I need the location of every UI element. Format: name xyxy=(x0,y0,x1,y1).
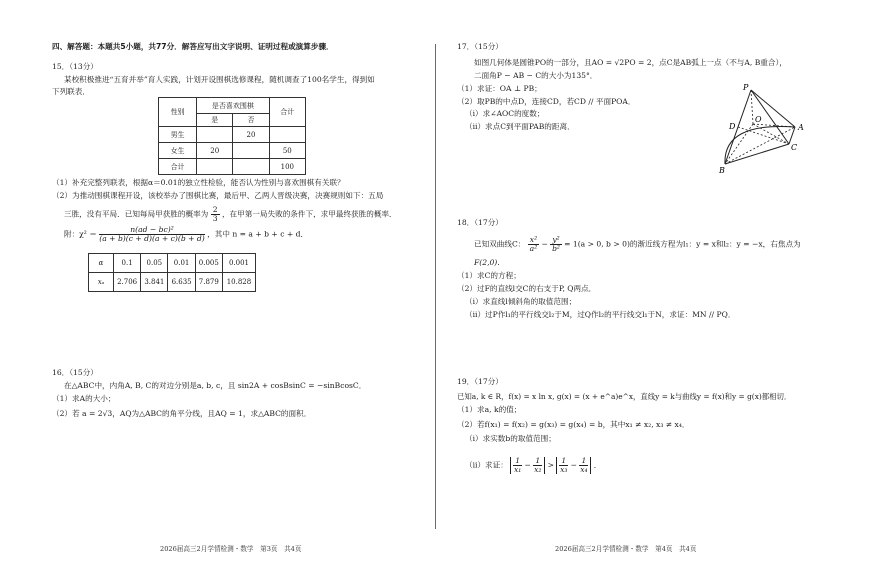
formula-suffix: ，其中 n = a + b + c + d． xyxy=(207,229,309,239)
header-total: 合计 xyxy=(269,98,305,127)
q15-stem-line2: 下列联表． xyxy=(52,87,90,96)
q15-part1: （1）补充完整列联表，根据α＝0.01的独立性检验，能否认为性别与喜欢围棋有关联？ xyxy=(52,178,345,187)
q17-part2-ii: （ii）求点C到平面PAB的距离． xyxy=(465,122,575,131)
right-page xyxy=(437,0,870,578)
q16-label: 16．（15分） xyxy=(52,368,98,377)
header-gender: 性别 xyxy=(159,98,197,127)
fraction-denominator: x₃ xyxy=(560,465,568,474)
q17-stem-line2: 二面角P − AB − C的大小为135°． xyxy=(474,71,598,80)
table-row xyxy=(159,127,306,143)
section-header: 四、解答题：本题共5小题，共77分．解答应写出文字说明、证明过程或演算步骤． xyxy=(52,42,334,51)
critical-value-table xyxy=(88,253,256,292)
q19-stem: 已知a, k ∈ R，f(x) = x ln x, g(x) = (x + e^a)e^x，直线y = k与曲线y = f(x)和y = g(x)都相切． xyxy=(457,392,792,401)
q17-label: 17．（15分） xyxy=(457,42,503,51)
row-name: 合计 xyxy=(159,159,197,175)
cell-total: 50 xyxy=(269,143,305,159)
fraction-numerator: x² xyxy=(529,235,538,244)
q18-part1: （1）求C的方程； xyxy=(457,271,521,280)
q15-part2-line1: （2）为推动围棋课程开设，该校举办了围棋比赛，最后甲、乙两人晋级决赛，决赛规则如下：五局 xyxy=(52,191,384,200)
q15-part2-text-end: ，在甲第一局失败的条件下，求甲最终获胜的概率． xyxy=(221,209,397,219)
q16-part1: （1）求A的大小； xyxy=(52,394,116,403)
label-A: A xyxy=(798,123,804,132)
q19-part2-i: （i）求实数b的取值范围； xyxy=(465,434,556,443)
header-no: 否 xyxy=(233,114,269,127)
fraction-numerator: 1 xyxy=(581,456,587,465)
contingency-table xyxy=(158,97,306,175)
cell-no xyxy=(233,143,269,159)
q19-part2: （2）若f(x₁) = f(x₂) = g(x₃) = g(x₄) = b，其中x₁ ≠ x₂, x₃ ≠ x₄． xyxy=(457,420,690,429)
alpha-label: α xyxy=(89,254,114,273)
formula-prefix: 附：χ² ＝ xyxy=(64,229,97,239)
header-yes: 是 xyxy=(197,114,233,127)
x-alpha-value: 10.828 xyxy=(222,273,255,292)
cell-no xyxy=(233,159,269,175)
label-O: O xyxy=(755,115,762,124)
q17-part2: （2）取PB的中点D，连接CD，若CD // 平面POA． xyxy=(457,97,636,106)
header-like-go: 是否喜欢围棋 xyxy=(197,98,269,114)
minus-sign: − xyxy=(541,239,548,249)
q16-part2: （2）若 a = 2√3，AQ为△ABC的角平分线，且AQ = 1，求△ABC的面积． xyxy=(52,409,312,418)
cell-yes xyxy=(197,127,233,143)
period: ． xyxy=(593,460,602,470)
fraction-numerator: 1 xyxy=(561,456,567,465)
cell-yes xyxy=(197,159,233,175)
q18-part2: （2）过F的直线l交C的右支于P, Q两点． xyxy=(457,284,597,293)
minus-sign: − xyxy=(570,460,578,470)
page-divider xyxy=(435,44,436,529)
q18-part2-i: （i）求直线l倾斜角的取值范围； xyxy=(465,297,577,306)
q17-stem-line1: 如图几何体是圆锥PO的一部分，且AO = √2PO = 2，点C是AB弧上一点（不与A, B重合）， xyxy=(474,58,787,67)
frac-1-x2 xyxy=(533,457,542,474)
formula-denominator: (a + b)(c + d)(a + c)(b + d) xyxy=(99,234,205,243)
fraction-denominator: 3 xyxy=(212,214,218,223)
fraction-denominator: x₄ xyxy=(580,465,588,474)
fraction-denominator: a² xyxy=(529,244,538,253)
q16-stem: 在△ABC中，内角A, B, C的对边分别是a, b, c，且 sin2A + cosBsinC = −sinBcosC． xyxy=(64,381,367,390)
probability-fraction xyxy=(211,206,220,223)
q17-part2-i: （i）求∠AOC的度数； xyxy=(465,109,545,118)
q17-part1: （1）求证：OA ⊥ PB； xyxy=(457,84,542,93)
label-B: B xyxy=(719,166,725,174)
q18-stem-line2: F(2,0)． xyxy=(474,258,505,267)
x-squared-fraction xyxy=(528,236,539,253)
fraction-denominator: x₁ xyxy=(514,465,522,474)
q18-stem xyxy=(474,236,801,253)
cell-total: 100 xyxy=(269,159,305,175)
q19-part1: （1）求a, k的值； xyxy=(457,405,522,414)
fraction-numerator: 1 xyxy=(535,456,541,465)
table-row xyxy=(159,143,306,159)
edge-PO xyxy=(751,90,753,124)
x-alpha-value: 2.706 xyxy=(114,273,141,292)
q19-label: 19．（17分） xyxy=(457,377,503,386)
alpha-value: 0.001 xyxy=(222,254,255,273)
q15-label: 15．（13分） xyxy=(52,62,98,71)
fraction-denominator: b² xyxy=(552,244,560,253)
greater-than-sign: > xyxy=(547,460,554,470)
frac-1-x4 xyxy=(579,457,588,474)
label-P: P xyxy=(743,83,749,92)
q15-part2-line2 xyxy=(64,206,397,223)
y-squared-fraction xyxy=(550,236,561,253)
alpha-value: 0.01 xyxy=(168,254,195,273)
fraction-denominator: x₂ xyxy=(534,465,542,474)
row-name: 女生 xyxy=(159,143,197,159)
alpha-value: 0.005 xyxy=(195,254,222,273)
q15-stem-line1: 某校积极推进“五育并举”育人实践，计划开设围棋选修课程，随机调查了100名学生，得到如 xyxy=(64,75,375,84)
formula-fraction xyxy=(99,226,204,243)
x-alpha-value: 6.635 xyxy=(168,273,195,292)
frac-1-x1 xyxy=(513,457,522,474)
cell-total xyxy=(269,127,305,143)
table-row xyxy=(159,159,306,175)
q18-label: 18．（17分） xyxy=(457,218,503,227)
formula-numerator: n(ad − bc)² xyxy=(99,226,204,235)
q18-part2-ii: （ii）过P作l₁的平行线交l₂于M，过Q作l₂的平行线交l₁于N，求证：MN // PQ． xyxy=(465,310,736,319)
q19-part2-ii xyxy=(465,457,601,474)
minus-sign: − xyxy=(524,460,531,470)
cone-figure xyxy=(717,82,817,174)
q15-part2-text: 三胜，没有平局．已知每局甲获胜的概率为 xyxy=(64,209,209,219)
alpha-value: 0.05 xyxy=(141,254,168,273)
row-name: 男生 xyxy=(159,127,197,143)
cell-no: 20 xyxy=(233,127,269,143)
label-C: C xyxy=(791,143,798,152)
abs-left xyxy=(510,457,545,474)
footer-left: 2026届高三2月学情检测・数学 第3页 共4页 xyxy=(160,545,302,553)
frac-1-x3 xyxy=(559,457,568,474)
cell-yes: 20 xyxy=(197,143,233,159)
q18-stem-suffix: = 1(a > 0, b > 0)的渐近线方程为l₁：y = x和l₂：y = −x，右焦点为 xyxy=(564,239,801,249)
table-row xyxy=(89,254,256,273)
edge-DC xyxy=(738,127,789,144)
label-D: D xyxy=(729,122,736,131)
x-alpha-value: 3.841 xyxy=(141,273,168,292)
alpha-value: 0.1 xyxy=(114,254,141,273)
chi-square-formula xyxy=(64,226,308,243)
fraction-numerator: 2 xyxy=(212,205,218,214)
q19-part2-ii-prefix: （ii）求证： xyxy=(465,460,508,470)
footer-right: 2026届高三2月学情检测・数学 第4页 共4页 xyxy=(555,545,697,553)
x-alpha-value: 7.879 xyxy=(195,273,222,292)
abs-right xyxy=(556,457,591,474)
fraction-numerator: 1 xyxy=(515,456,521,465)
fraction-numerator: y² xyxy=(552,235,560,244)
table-row xyxy=(89,273,256,292)
q18-stem-prefix: 已知双曲线C： xyxy=(474,239,526,249)
x-alpha-label: xₐ xyxy=(89,273,114,292)
